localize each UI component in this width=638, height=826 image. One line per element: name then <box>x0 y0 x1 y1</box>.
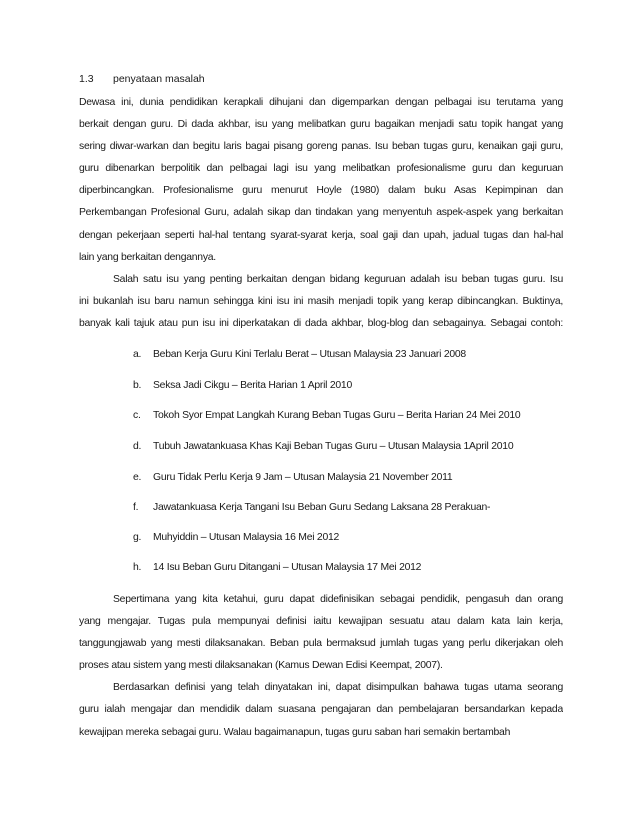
list-item-label: b. <box>133 380 142 391</box>
text-line: guru dibenarkan berpolitik dan pelbagai lagi isu yang melibatkan profesionalisme guru dan keguruan <box>79 163 563 175</box>
text-line: Berdasarkan definisi yang telah dinyatakan ini, dapat disimpulkan bahawa tugas utama seorang <box>113 682 563 694</box>
list-item <box>133 532 339 543</box>
text-line: lain yang berkaitan dengannya. <box>79 251 216 263</box>
section-title: penyataan masalah <box>113 73 205 85</box>
text-line: proses atau sistem yang mesti dilaksanakan (Kamus Dewan Edisi Keempat, 2007). <box>79 660 443 672</box>
paragraph-2 <box>79 269 563 335</box>
list-item <box>133 441 513 452</box>
text-line: yang mengajar. Tugas pula mempunyai definisi iaitu kewajipan sesuatu atau dalam kata lain kerja, <box>79 616 563 628</box>
list-item <box>133 502 490 513</box>
text-line: banyak kali tajuk atau pun isu ini diperkatakan di dada akhbar, blog-blog dan sebagainya. Sebagai contoh: <box>79 317 563 329</box>
list-item <box>133 349 466 360</box>
list-item-text: Beban Kerja Guru Kini Terlalu Berat – Utusan Malaysia 23 Januari 2008 <box>153 349 466 360</box>
list-item <box>133 472 452 483</box>
section-number: 1.3 <box>79 73 94 85</box>
list-item <box>133 410 520 421</box>
list-item-label: e. <box>133 472 142 483</box>
list-item <box>133 380 352 391</box>
text-line: Dewasa ini, dunia pendidikan kerapkali dihujani dan digemparkan dengan pelbagai isu terutama yang <box>79 97 563 108</box>
text-line: sering diwar-warkan dan begitu laris bagai pisang goreng panas. Isu beban tugas guru, kenaikan gaji guru, <box>79 141 563 153</box>
text-line: berkait dengan guru. Di dada akhbar, isu yang melibatkan guru bagaikan menjadi satu topik hangat yang <box>79 119 563 131</box>
text-line: kewajipan mereka sebagai guru. Walau bagaimanapun, tugas guru saban hari semakin bertambah <box>79 726 511 738</box>
list-item-text: Muhyiddin – Utusan Malaysia 16 Mei 2012 <box>153 532 340 543</box>
list-item-text: Seksa Jadi Cikgu – Berita Harian 1 April 2010 <box>153 380 352 391</box>
paragraph-4 <box>79 677 563 743</box>
text-line: guru ialah mengajar dan mendidik dalam suasana pengajaran dan pembelajaran bersandarkan kepada <box>79 704 563 716</box>
text-line: diperbincangkan. Profesionalisme guru menurut Hoyle (1980) dalam buku Asas Kepimpinan dan <box>79 185 563 197</box>
list-item-text: Tubuh Jawatankuasa Khas Kaji Beban Tugas Guru – Utusan Malaysia 1April 2010 <box>153 441 514 452</box>
text-line: Salah satu isu yang penting berkaitan dengan bidang keguruan adalah isu beban tugas guru. Isu <box>113 273 563 285</box>
list-item-text: Guru Tidak Perlu Kerja 9 Jam – Utusan Malaysia 21 November 2011 <box>153 472 453 483</box>
body-text-lower <box>79 589 563 744</box>
list-item-text: Tokoh Syor Empat Langkah Kurang Beban Tugas Guru – Berita Harian 24 Mei 2010 <box>153 410 521 421</box>
text-line: Sepertimana yang kita ketahui, guru dapat didefinisikan sebagai pendidik, pengasuh dan orang <box>113 594 563 605</box>
list-item-text: Jawatankuasa Kerja Tangani Isu Beban Guru Sedang Laksana 28 Perakuan- <box>153 502 491 513</box>
text-line: ini bukanlah isu baru namun sehingga kini isu ini masih menjadi topik yang kerap dibincangkan. Buktinya, <box>79 295 563 307</box>
list-item-label: f. <box>133 502 139 513</box>
text-line: tanggungjawab yang mesti dilaksanakan. Beban pula bermaksud jumlah tugas yang perlu dikerjakan oleh <box>79 638 563 650</box>
list-item-label: h. <box>133 562 142 573</box>
paragraph-3 <box>79 589 563 677</box>
list-item-label: d. <box>133 441 142 452</box>
list-item-label: a. <box>133 349 142 360</box>
paragraph-1 <box>79 92 563 269</box>
list-item-text: 14 Isu Beban Guru Ditangani – Utusan Malaysia 17 Mei 2012 <box>153 562 422 573</box>
text-line: dengan pekerjaan seperti hal-hal tentang syarat-syarat kerja, soal gaji dan upah, jadual tugas dan hal-hal <box>79 229 563 241</box>
list-item-label: c. <box>133 410 141 421</box>
list-item-label: g. <box>133 532 142 543</box>
body-text <box>79 92 563 335</box>
section-heading <box>79 73 205 85</box>
list-item <box>133 562 421 573</box>
text-line: Perkembangan Profesional Guru, adalah sikap dan tindakan yang menyentuh aspek-aspek yang berkaitan <box>79 207 563 219</box>
